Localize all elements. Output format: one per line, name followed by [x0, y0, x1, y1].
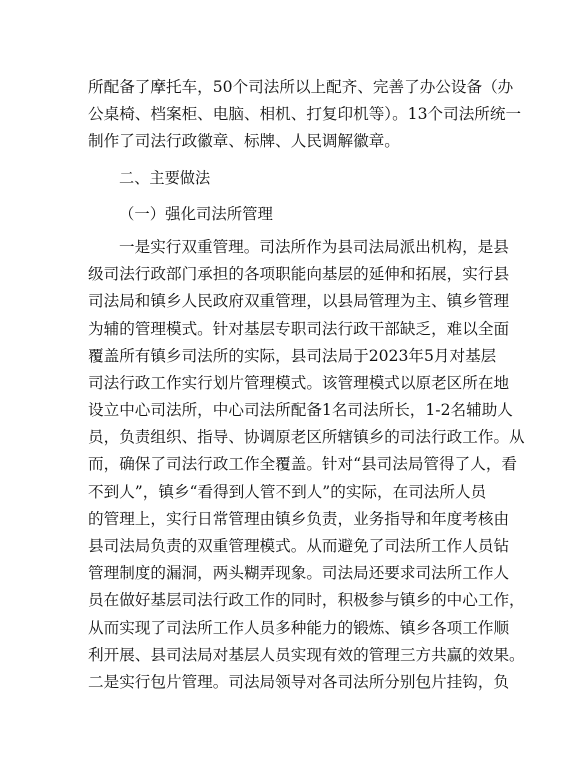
- document-body: [88, 74, 525, 696]
- paragraph-line: 员，负责组织、指导、协调原老区所辖镇乡的司法行政工作。从: [88, 428, 525, 447]
- paragraph-line: 二是实行包片管理。司法局领导对各司法所分别包片挂钩，负: [88, 672, 510, 691]
- paragraph-line: 所配备了摩托车，50个司法所以上配齐、完善了办公设备（办: [88, 78, 514, 96]
- spacer: [88, 192, 498, 201]
- paragraph-line: 司法行政工作实行划片管理模式。该管理模式以原老区所在地: [88, 373, 510, 392]
- paragraph-line: 员在做好基层司法行政工作的同时，积极参与镇乡的中心工作，: [88, 591, 525, 610]
- paragraph-line: 覆盖所有镇乡司法所的实际，县司法局于2023年5月对基层: [88, 346, 497, 365]
- paragraph-line: 而，确保了司法行政工作全覆盖。针对“县司法局管得了人，看: [88, 455, 518, 474]
- paragraph-line: 级司法行政部门承担的各项职能向基层的延伸和拓展，实行县: [88, 265, 510, 284]
- spacer: [88, 156, 498, 165]
- paragraph-line: 从而实现了司法所工作人员多种能力的锻炼、镇乡各项工作顺: [88, 618, 510, 637]
- paragraph-line: 一是实行双重管理。司法所作为县司法局派出机构，是县: [119, 237, 509, 256]
- paragraph-line: 县司法局负责的双重管理模式。从而避免了司法所工作人员钻: [88, 537, 510, 555]
- section-heading: 二、主要做法: [119, 168, 211, 187]
- paragraph-line: 制作了司法行政徽章、标牌、人民调解徽章。: [88, 132, 400, 151]
- paragraph-line: 公桌椅、档案柜、电脑、相机、打复印机等）。13个司法所统一: [88, 105, 522, 124]
- paragraph-line: 利开展、县司法局对基层人员实现有效的管理三方共赢的效果。: [88, 645, 525, 664]
- subsection-heading: （一）强化司法所管理: [119, 204, 273, 223]
- paragraph-line: 为辅的管理模式。针对基层专职司法行政干部缺乏，难以全面: [88, 319, 510, 338]
- paragraph-line: 的管理上，实行日常管理由镇乡负责，业务指导和年度考核由: [88, 509, 510, 528]
- paragraph-line: 设立中心司法所，中心司法所配备1名司法所长，1-2名辅助人: [88, 401, 513, 420]
- paragraph-line: 不到人”，镇乡“看得到人管不到人”的实际，在司法所人员: [88, 482, 487, 501]
- paragraph-line: 管理制度的漏洞，两头糊弄现象。司法局还要求司法所工作人: [88, 564, 510, 583]
- paragraph-line: 司法局和镇乡人民政府双重管理，以县局管理为主、镇乡管理: [88, 292, 510, 311]
